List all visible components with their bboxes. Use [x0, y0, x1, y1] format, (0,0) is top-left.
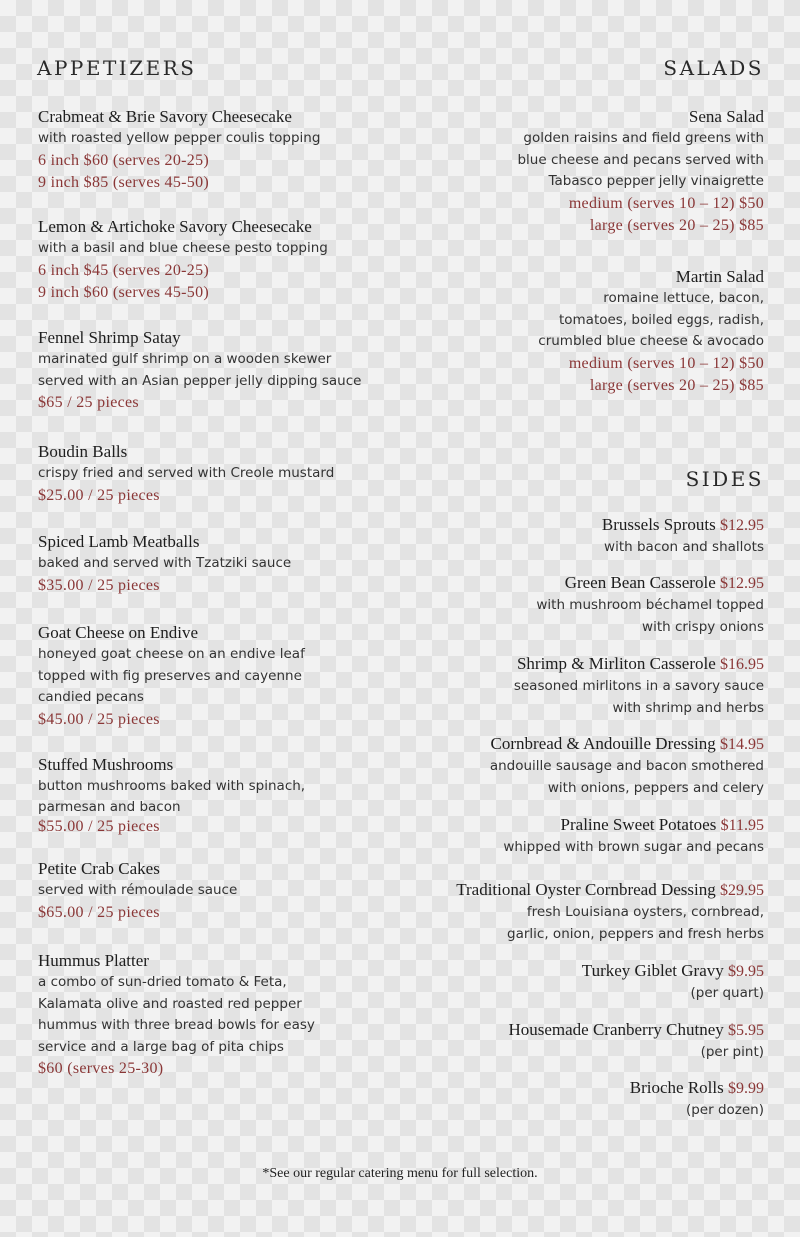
item-name: Spiced Lamb Meatballs [38, 532, 200, 551]
item-price: $45.00 / 25 pieces [38, 710, 160, 728]
appetizers-heading: APPETIZERS [37, 56, 197, 80]
item-name: Housemade Cranberry Chutney [508, 1020, 724, 1039]
item-price: $65.00 / 25 pieces [38, 903, 160, 921]
item-name: Fennel Shrimp Satay [38, 328, 181, 347]
item-price: $16.95 [720, 656, 764, 673]
item-price: 9 inch $85 (serves 45-50) [38, 174, 210, 191]
item-price: 6 inch $45 (serves 20-25) [38, 261, 210, 279]
item-price: $9.99 [728, 1080, 764, 1097]
item-description: (per pint) [700, 1044, 764, 1060]
menu-item-petite-crab-cakes [38, 858, 398, 924]
item-description: Kalamata olive and roasted red pepper [38, 995, 302, 1012]
footnote: *See our regular catering menu for full selection. [262, 1166, 538, 1181]
item-name: Boudin Balls [38, 442, 128, 461]
item-description: fresh Louisiana oysters, cornbread, [526, 904, 764, 920]
item-price: $29.95 [720, 882, 764, 899]
item-description: with a basil and blue cheese pesto topping [38, 240, 328, 256]
item-description: hummus with three bread bowls for easy [38, 1017, 315, 1033]
item-name: Stuffed Mushrooms [38, 755, 174, 774]
item-description: (per quart) [690, 985, 764, 1001]
menu-item-crabmeat-brie-cheesecake [38, 106, 398, 195]
item-description: a combo of sun-dried tomato & Feta, [38, 974, 287, 990]
item-description: button mushrooms baked with spinach, [38, 778, 306, 794]
item-description: candied pecans [38, 689, 144, 705]
item-price: large (serves 20 – 25) $85 [589, 217, 764, 234]
item-price: $12.95 [720, 575, 764, 592]
item-price: $11.95 [720, 817, 764, 834]
item-description: blue cheese and pecans served with [517, 151, 764, 168]
menu-item-boudin-balls [38, 441, 398, 507]
item-description: seasoned mirlitons in a savory sauce [513, 678, 764, 694]
menu-item-brussels-sprouts [364, 514, 764, 559]
sides-heading: SIDES [685, 467, 764, 491]
item-price: $55.00 / 25 pieces [38, 817, 160, 835]
item-description: Tabasco pepper jelly vinaigrette [548, 173, 764, 189]
item-price: large (serves 20 – 25) $85 [589, 377, 764, 394]
item-description: whipped with brown sugar and pecans [503, 839, 764, 855]
item-description: andouille sausage and bacon smothered [489, 758, 764, 774]
item-name: Shrimp & Mirliton Casserole [516, 654, 716, 673]
item-price: $35.00 / 25 pieces [38, 576, 160, 594]
menu-item-sena-salad [364, 106, 764, 238]
item-description: with crispy onions [642, 618, 764, 635]
item-description: crispy fried and served with Creole mustard [38, 465, 335, 481]
item-price: $65 / 25 pieces [38, 394, 139, 411]
item-description: with roasted yellow pepper coulis topping [38, 130, 321, 146]
item-name: Praline Sweet Potatoes [560, 815, 717, 834]
item-name: Brioche Rolls [629, 1078, 724, 1097]
item-name: Brussels Sprouts [601, 515, 716, 534]
menu-item-hummus-platter [38, 950, 398, 1081]
item-description: with shrimp and herbs [612, 699, 764, 716]
item-price: $12.95 [720, 517, 764, 534]
item-description: service and a large bag of pita chips [38, 1038, 284, 1055]
item-price: $25.00 / 25 pieces [38, 486, 160, 504]
item-description: with onions, peppers and celery [547, 779, 764, 796]
item-description: topped with fig preserves and cayenne [38, 667, 302, 684]
item-name: Crabmeat & Brie Savory Cheesecake [38, 107, 292, 126]
menu-item-spiced-lamb-meatballs [38, 531, 398, 597]
menu-item-cornbread-andouille-dressing [364, 733, 764, 799]
item-name: Hummus Platter [38, 951, 149, 970]
item-price: $5.95 [728, 1022, 764, 1039]
menu-item-fennel-shrimp-satay [38, 327, 398, 415]
item-name: Turkey Giblet Gravy [581, 961, 724, 980]
menu-item-lemon-artichoke-cheesecake [38, 216, 398, 305]
item-price: $14.95 [720, 736, 764, 753]
item-name: Sena Salad [688, 107, 764, 126]
item-description: parmesan and bacon [38, 798, 181, 815]
menu-item-stuffed-mushrooms [38, 754, 398, 838]
menu-item-goat-cheese-endive [38, 622, 398, 731]
item-description: baked and served with Tzatziki sauce [38, 555, 292, 571]
item-name: Lemon & Artichoke Savory Cheesecake [38, 217, 312, 236]
item-description: honeyed goat cheese on an endive leaf [38, 646, 305, 662]
item-description: (per dozen) [685, 1102, 764, 1118]
item-description: marinated gulf shrimp on a wooden skewer [38, 351, 332, 367]
item-name: Martin Salad [675, 267, 764, 286]
item-name: Petite Crab Cakes [38, 859, 160, 878]
item-price: medium (serves 10 – 12) $50 [568, 354, 764, 372]
item-name: Cornbread & Andouille Dressing [490, 734, 716, 753]
menu-item-brioche-rolls [364, 1077, 764, 1122]
menu-item-green-bean-casserole [364, 572, 764, 638]
item-description: crumbled blue cheese & avocado [538, 333, 764, 349]
salads-heading: SALADS [663, 56, 764, 80]
item-price: medium (serves 10 – 12) $50 [568, 194, 764, 212]
item-description: golden raisins and field greens with [523, 130, 764, 146]
item-description: romaine lettuce, bacon, [603, 290, 764, 306]
item-description: garlic, onion, peppers and fresh herbs [507, 925, 764, 942]
item-price: $60 (serves 25-30) [38, 1060, 164, 1077]
menu-item-turkey-giblet-gravy [364, 960, 764, 1005]
item-name: Green Bean Casserole [564, 573, 716, 592]
item-description: with bacon and shallots [604, 539, 764, 555]
item-description: tomatoes, boiled eggs, radish, [558, 311, 764, 328]
item-description: with mushroom béchamel topped [536, 597, 764, 613]
item-price: 9 inch $60 (serves 45-50) [38, 284, 210, 301]
menu-item-praline-sweet-potatoes [364, 814, 764, 859]
menu-item-martin-salad [364, 266, 764, 398]
menu-item-cranberry-chutney [364, 1019, 764, 1064]
item-price: $9.95 [728, 963, 764, 980]
item-description: served with an Asian pepper jelly dipping sauce [38, 372, 362, 389]
menu-item-shrimp-mirliton-casserole [364, 653, 764, 719]
menu-item-oyster-cornbread-dressing [364, 879, 764, 945]
item-name: Traditional Oyster Cornbread Dessing [456, 880, 716, 899]
item-name: Goat Cheese on Endive [38, 623, 199, 642]
item-description: served with rémoulade sauce [38, 882, 238, 898]
item-price: 6 inch $60 (serves 20-25) [38, 151, 210, 169]
